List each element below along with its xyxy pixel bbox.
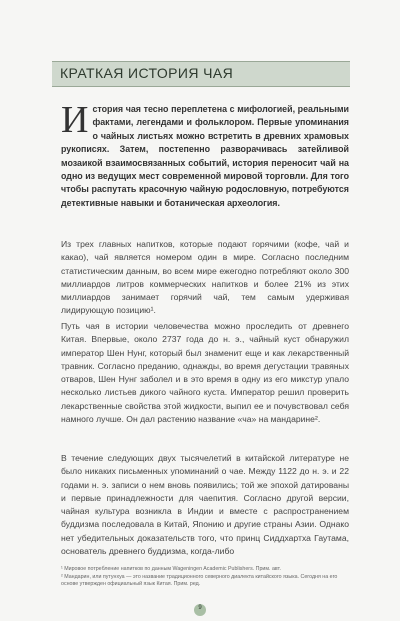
section-header bbox=[52, 61, 350, 87]
drop-cap: И bbox=[61, 99, 89, 141]
intro-text: стория чая тесно переплетена с мифологией, реальными фактами, легендами и фольклором. Первые упоминания о чайных листьях можно встретить в древних храмовых рукописях. Затем, постепенно разворачивась затейливой мозаикой взаимосвязанных событий, история переносит чай на одно из ведущих мест современной мировой торговли. Для того чтобы распутать красочную чайную родословную, потребуются детективные навыки и ботаническая археология. bbox=[61, 104, 349, 208]
page-number-badge bbox=[194, 604, 206, 616]
footnote: ² Мандарин, или путунхуа — это название традиционного северного диалекта китайского языка. Сегодня на его основе утвержден официальный язык Китая. Прим. ред. bbox=[61, 573, 338, 588]
body-paragraph: Путь чая в истории человечества можно проследить от древнего Китая. Впервые, около 2737 года до н. э., чайный куст обнаружил император Шен Нунг, который был знаменит еще и как лекарственный травник. Согласно преданию, однажды, во время дегустации травяных отваров, Шен Нунг заболел и в это время в одну из его микстур упало несколько листьев дикого чайного куста. Император решил проверить лекарственные свойства этой жидкости, выпил ее и почувствовал себя намного лучше. Он дал растению название «ча» на мандарине². bbox=[61, 321, 349, 425]
body-paragraph: В течение следующих двух тысячелетий в китайской литературе не было никаких письменных упоминаний о чае. Между 1122 до н. э. и 22 годами н. э. записи о нем вновь появились; той же эпохой датированы и первые принадлежности для чаепития. Согласно другой версии, чайная культура возникла в Индии и вместе с распространением буддизма последовала в Китай, Японию и другие страны Азии. Однако нет убедительных доказательств того, что принц Сиддхартха Гаутама, основатель древнего буддизма, когда-либо bbox=[61, 453, 349, 557]
footnote: ¹ Мировое потребление напитков по данным Wageningen Academic Publishers. Прим. авт. bbox=[61, 566, 281, 572]
page-number: 9 bbox=[198, 605, 202, 611]
body-paragraph: Из трех главных напитков, которые подают горячими (кофе, чай и какао), чай является номером один в мире. Согласно последним статистическим данным, во всем мире ежегодно потребляют около 300 миллиардов литров коммерческих напитков и более 21% из этих миллиардов занимает горячий чай, тем самым удерживая лидирующую позицию¹. bbox=[61, 239, 349, 316]
intro-paragraph bbox=[61, 99, 349, 210]
footnotes bbox=[61, 566, 351, 589]
section-title: КРАТКАЯ ИСТОРИЯ ЧАЯ bbox=[60, 65, 234, 81]
